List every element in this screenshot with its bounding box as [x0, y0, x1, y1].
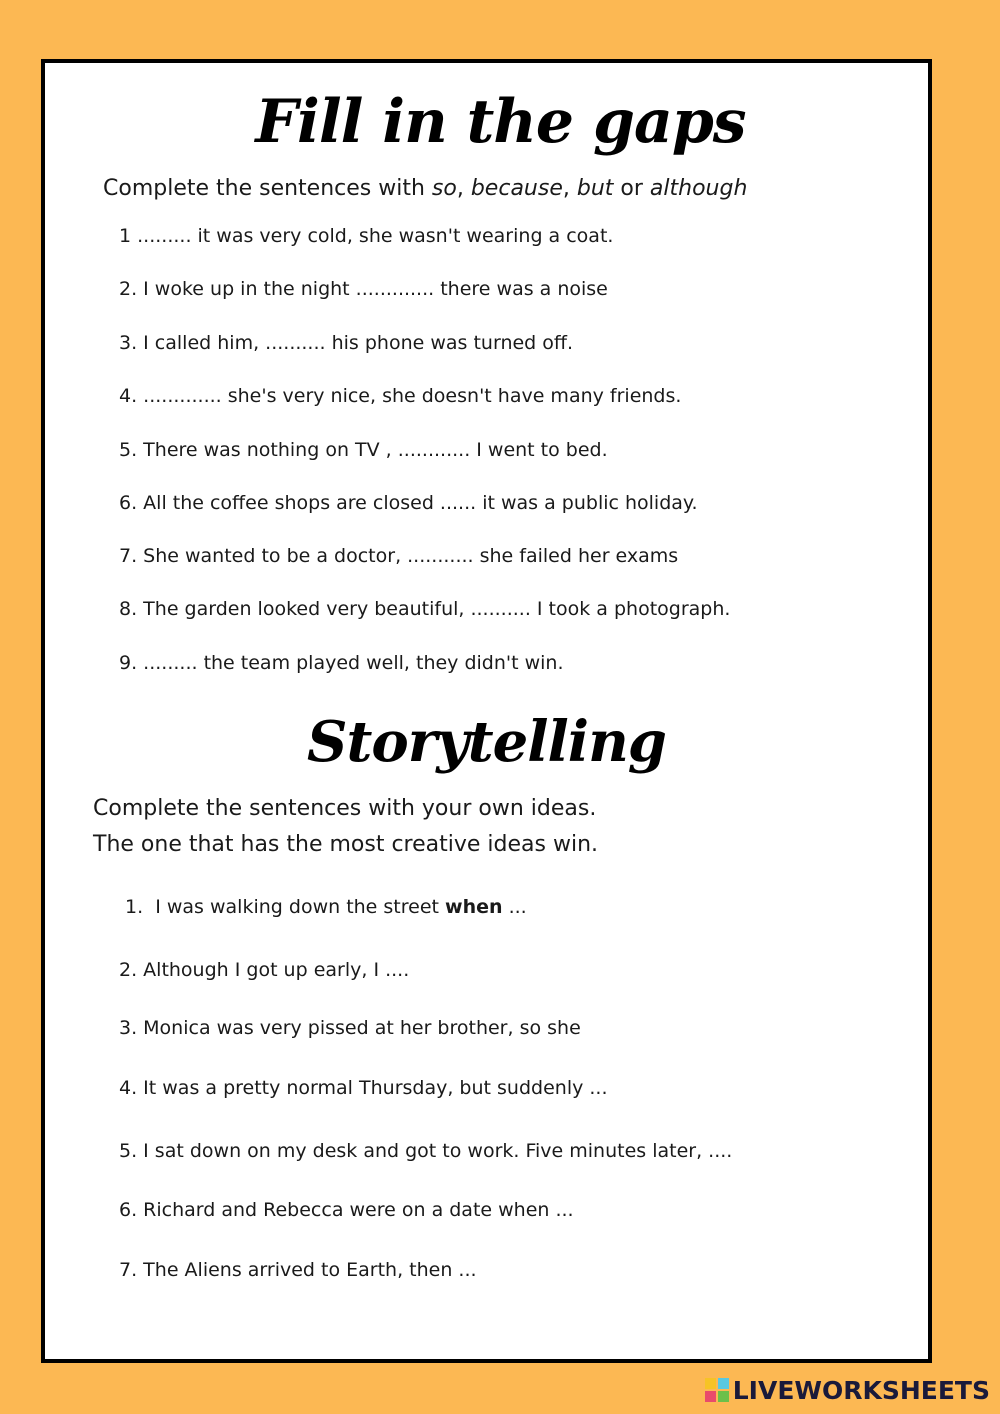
section-instruction	[103, 176, 747, 201]
exercise-item: 3. I called him, .......... his phone was turned off.	[119, 332, 574, 354]
brand-name: LIVEWORKSHEETS	[732, 1375, 990, 1405]
exercise-item: 6. Richard and Rebecca were on a date when ...	[119, 1199, 574, 1221]
item-number: 1.	[125, 896, 144, 918]
exercise-item: 7. She wanted to be a doctor, ........... she failed her exams	[119, 545, 679, 567]
exercise-item	[125, 896, 527, 918]
keyword-so: so	[431, 176, 457, 201]
instruction-line: Complete the sentences with your own ideas.	[93, 796, 597, 821]
item-text: I was walking down the street	[155, 896, 446, 918]
logo-square	[705, 1378, 716, 1389]
exercise-item: 2. Although I got up early, I ....	[119, 959, 410, 981]
instruction-separator: or	[613, 176, 650, 201]
exercise-item: 2. I woke up in the night ............. there was a noise	[119, 278, 608, 300]
exercise-item: 3. Monica was very pissed at her brother, so she	[119, 1017, 581, 1039]
exercise-item: 6. All the coffee shops are closed ...... it was a public holiday.	[119, 492, 698, 514]
keyword-although: although	[649, 176, 748, 201]
instruction-separator: ,	[562, 176, 577, 201]
exercise-item: 7. The Aliens arrived to Earth, then ...	[119, 1259, 477, 1281]
exercise-item: 8. The garden looked very beautiful, .......... I took a photograph.	[119, 598, 731, 620]
keyword-because: because	[470, 176, 563, 201]
worksheet-page	[41, 59, 932, 1363]
keyword-but: but	[576, 176, 614, 201]
logo-square	[705, 1391, 716, 1402]
exercise-item: 1 ......... it was very cold, she wasn't wearing a coat.	[119, 225, 614, 247]
liveworksheets-branding[interactable]	[705, 1372, 990, 1408]
exercise-item: 5. There was nothing on TV , ............ I went to bed.	[119, 439, 608, 461]
instruction-line: The one that has the most creative ideas win.	[93, 832, 599, 857]
logo-square	[718, 1378, 729, 1389]
item-tail: ...	[502, 896, 527, 918]
section-title-fill-in-the-gaps: Fill in the gaps	[255, 87, 746, 157]
instruction-separator: ,	[456, 176, 471, 201]
exercise-item: 5. I sat down on my desk and got to work. Five minutes later, ....	[119, 1140, 733, 1162]
section-title-storytelling: Storytelling	[307, 709, 666, 775]
section-instruction	[93, 791, 598, 863]
item-keyword-when: when	[445, 896, 503, 918]
instruction-prefix: Complete the sentences with	[103, 176, 432, 201]
exercise-item: 4. It was a pretty normal Thursday, but suddenly ...	[119, 1077, 608, 1099]
exercise-item: 9. ......... the team played well, they didn't win.	[119, 652, 564, 674]
exercise-item: 4. ............. she's very nice, she doesn't have many friends.	[119, 385, 682, 407]
logo-square	[718, 1391, 729, 1402]
liveworksheets-logo-icon	[705, 1378, 729, 1402]
